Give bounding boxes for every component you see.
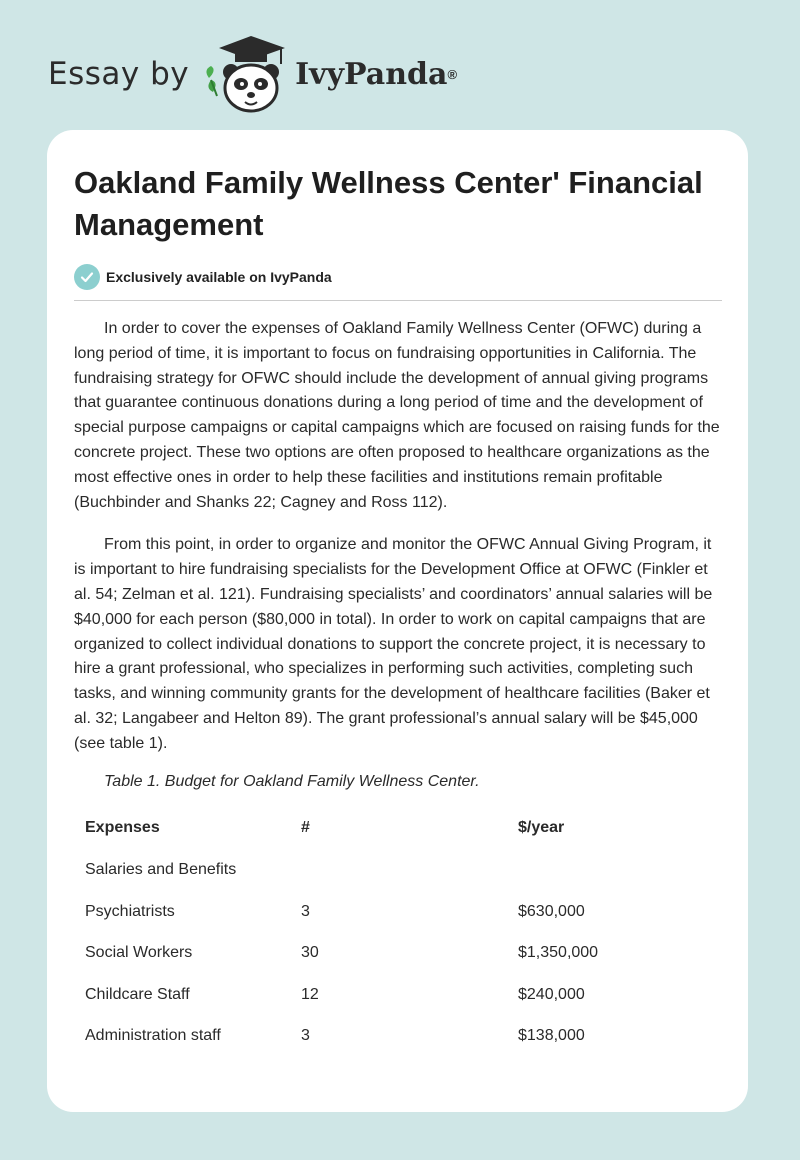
- table-cell: $138,000: [518, 1027, 585, 1045]
- table-cell: $1,350,000: [518, 944, 599, 962]
- table-cell: Psychiatrists: [85, 902, 175, 920]
- column-header: Expenses: [85, 819, 160, 837]
- exclusive-badge: [74, 264, 722, 290]
- table-cell: Administration staff: [85, 1027, 221, 1045]
- table-cell: $240,000: [518, 985, 585, 1003]
- article-card: [47, 130, 748, 1112]
- column-header: $/year: [518, 819, 565, 837]
- paragraph: From this point, in order to organize and monitor the OFWC Annual Giving Program, it is important to hire fundraising specialists for the Development Office at OFWC (Finkler et al. 54; Zelman et al. 121). Fundraising specialists’ and coordinators’ annual salaries will be $40,000 for each person ($80,000 in total). In order to work on capital campaigns that are organized to collect individual donations to support the concrete project, it is necessary to hire a grant professional, who specializes in performing such activities, completing such tasks, and winning community grants for the development of healthcare facilities (Baker et al. 32; Langabeer and Helton 89). The grant professional’s annual salary will be $45,000 (see table 1).: [74, 536, 713, 752]
- table-cell: Childcare Staff: [85, 985, 190, 1003]
- divider: [74, 300, 722, 301]
- table-header-row: [74, 808, 718, 850]
- table-cell: 12: [301, 985, 319, 1003]
- brand-name: IvyPanda: [295, 56, 448, 92]
- brand-registered-mark: ®: [447, 66, 458, 82]
- table-row: [74, 932, 718, 974]
- budget-table: [74, 808, 718, 1058]
- table-row: [74, 891, 718, 933]
- table-row: [74, 974, 718, 1016]
- table-cell: [290, 849, 507, 891]
- table-row: [74, 1016, 718, 1058]
- panda-logo-icon: [199, 34, 291, 114]
- table-section-row: [74, 849, 718, 891]
- check-icon: [74, 264, 100, 290]
- table-cell: 3: [301, 902, 310, 920]
- table-cell: Salaries and Benefits: [85, 860, 237, 878]
- table-cell: [507, 849, 718, 891]
- brand-header[interactable]: [48, 34, 457, 114]
- exclusive-label: Exclusively available on IvyPanda: [106, 269, 332, 285]
- column-header: #: [301, 819, 310, 837]
- brand-prefix: Essay by: [48, 56, 190, 92]
- table-cell: 30: [301, 944, 319, 962]
- table-cell: 3: [301, 1027, 310, 1045]
- page-title: Oakland Family Wellness Center' Financial Management: [74, 165, 703, 242]
- paragraph: In order to cover the expenses of Oakland Family Wellness Center (OFWC) during a long period of time, it is important to focus on fundraising opportunities in California. The fundraising strategy for OFWC should include the development of annual giving programs that guarantee continuous donations during a long period of time and the development of special purpose campaigns or capital campaigns which are focused on raising funds for the concrete project. These two options are often proposed to healthcare organizations as the most effective ones in order to help these facilities and institutions remain profitable (Buchbinder and Shanks 22; Cagney and Ross 112).: [74, 320, 720, 511]
- table-caption: Table 1. Budget for Oakland Family Wellness Center.: [104, 772, 480, 790]
- table-cell: Social Workers: [85, 944, 193, 962]
- table-cell: $630,000: [518, 902, 585, 920]
